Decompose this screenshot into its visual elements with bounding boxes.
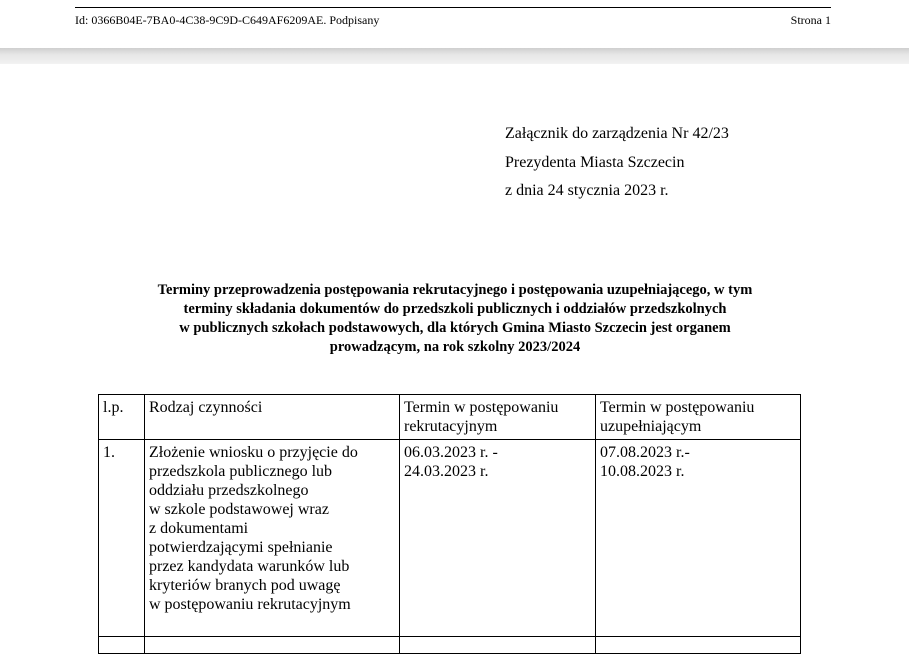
header-activity: Rodzaj czynności bbox=[145, 395, 400, 440]
schedule-table bbox=[98, 394, 801, 654]
title-line: terminy składania dokumentów do przedszkoli publicznych i oddziałów przedszkolnych bbox=[183, 301, 727, 317]
title-line: Terminy przeprowadzenia postępowania rekrutacyjnego i postępowania uzupełniającego, w tym bbox=[157, 282, 753, 298]
page-top bbox=[0, 0, 909, 48]
title-line: prowadzącym, na rok szkolny 2023/2024 bbox=[329, 339, 581, 355]
header-rule bbox=[75, 7, 831, 8]
document-title bbox=[80, 281, 830, 357]
annex-reference bbox=[505, 120, 729, 206]
annex-line: z dnia 24 stycznia 2023 r. bbox=[505, 182, 669, 199]
row-number: 1. bbox=[99, 440, 145, 637]
annex-line: Prezydenta Miasta Szczecin bbox=[505, 153, 685, 171]
activity-cell: Złożenie wniosku o przyjęcie do przedszkola publicznego lub oddziału przedszkolnego w szkole podstawowej wraz z dokumentami potwierdzającymi spełnianie przez kandydata warunków lub kryteriów branych pod uwagę w postępowaniu rekrutacyjnym bbox=[145, 440, 400, 637]
page-number: Strona 1 bbox=[790, 13, 831, 27]
header-recruitment-term: Termin w postępowaniu rekrutacyjnym bbox=[400, 395, 596, 440]
recruitment-term-cell: 06.03.2023 r. - 24.03.2023 r. bbox=[400, 440, 596, 637]
header-lp: l.p. bbox=[99, 395, 145, 440]
supplementary-term-cell: 07.08.2023 r.- 10.08.2023 r. bbox=[596, 440, 801, 637]
table-header-row bbox=[99, 395, 801, 440]
table-row-partial bbox=[99, 637, 801, 654]
table-row bbox=[99, 440, 801, 637]
annex-line: Załącznik do zarządzenia Nr 42/23 bbox=[505, 125, 729, 142]
document-id: Id: 0366B04E-7BA0-4C38-9C9D-C649AF6209AE. Podpisany bbox=[75, 13, 380, 27]
page-separator bbox=[0, 48, 909, 64]
title-line: w publicznych szkołach podstawowych, dla których Gmina Miasto Szczecin jest organem bbox=[179, 320, 731, 336]
header-supplementary-term: Termin w postępowaniu uzupełniającym bbox=[596, 395, 801, 440]
